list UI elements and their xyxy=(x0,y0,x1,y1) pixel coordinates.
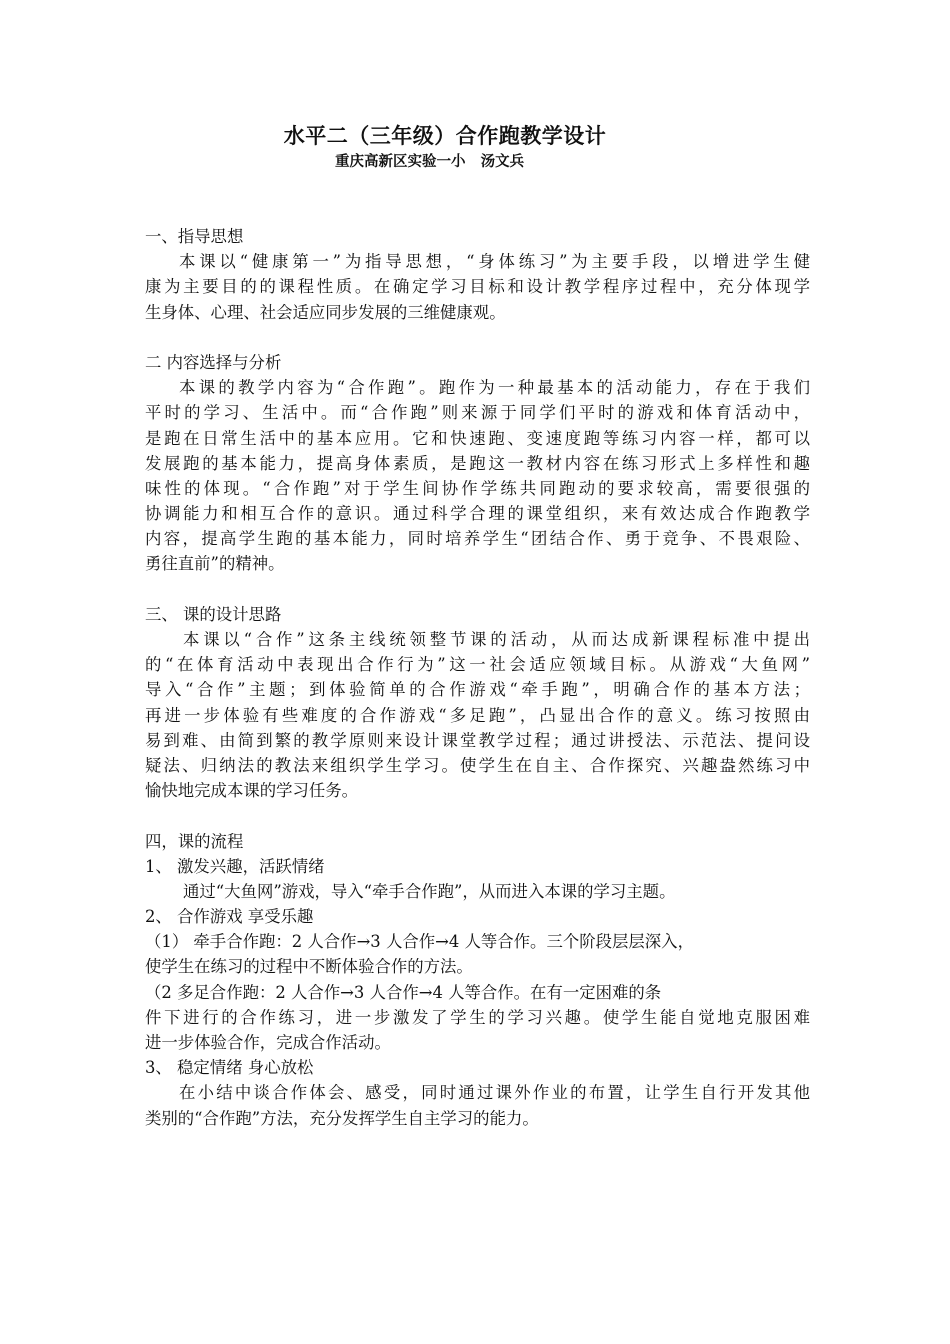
document-body xyxy=(145,224,810,1131)
paragraph-line: 本课的教学内容为“合作跑”。跑作为一种最基本的活动能力，存在于我们 xyxy=(179,378,810,398)
document-author: 重庆高新区实验一小 汤文兵 xyxy=(335,154,525,170)
paragraph-line: 勇往直前”的精神。 xyxy=(145,554,285,574)
paragraph-line: 内容，提高学生跑的基本能力，同时培养学生“团结合作、勇于竞争、不畏艰险、 xyxy=(145,529,810,549)
paragraph-line: 通过“大鱼网”游戏，导入“牵手合作跑”，从而进入本课的学习主题。 xyxy=(183,881,676,901)
section-heading: 一、指导思想 xyxy=(145,227,244,246)
paragraph-line: 再进一步体验有些难度的合作游戏“多足跑”，凸显出合作的意义。练习按照由 xyxy=(145,705,810,725)
paragraph-line: 进一步体验合作，完成合作活动。 xyxy=(145,1033,391,1052)
paragraph-line: 使学生在练习的过程中不断体验合作的方法。 xyxy=(145,957,473,977)
document-title: 水平二（三年级）合作跑教学设计 xyxy=(283,124,607,148)
paragraph-line: 本课以“健康第一”为指导思想，“身体练习”为主要手段，以增进学生健 xyxy=(179,252,810,272)
paragraph-line: 康为主要目的的课程性质。在确定学习目标和设计教学程序过程中，充分体现学 xyxy=(145,277,810,297)
paragraph-line: 本课以“合作”这条主线统领整节课的活动，从而达成新课程标准中提出 xyxy=(183,630,810,649)
paragraph-line: 类别的“合作跑”方法，充分发挥学生自主学习的能力。 xyxy=(145,1108,539,1128)
paragraph-line: 是跑在日常生活中的基本应用。它和快速跑、变速度跑等练习内容一样，都可以 xyxy=(145,428,810,448)
paragraph-gap xyxy=(145,803,810,828)
paragraph-line: 导入“合作”主题；到体验简单的合作游戏“牵手跑”，明确合作的基本方法； xyxy=(145,680,810,700)
section-heading: 二 内容选择与分析 xyxy=(145,352,282,372)
paragraph-line: 生身体、心理、社会适应同步发展的三维健康观。 xyxy=(145,302,506,322)
paragraph-gap xyxy=(145,577,810,602)
section-heading: 四，课的流程 xyxy=(145,831,244,851)
paragraph-line: （2 多足合作跑：2 人合作→3 人合作→4 人等合作。在有一定困难的条 xyxy=(145,982,662,1002)
paragraph-line: 味性的体现。“合作跑”对于学生间协作学练共同跑动的要求较高，需要很强的 xyxy=(145,478,810,498)
paragraph-gap xyxy=(145,325,810,350)
paragraph-line: 发展跑的基本能力，提高身体素质，是跑这一教材内容在练习形式上多样性和趣 xyxy=(145,453,810,473)
paragraph-line: 件下进行的合作练习，进一步激发了学生的学习兴趣。使学生能自觉地克服困难 xyxy=(145,1007,810,1027)
section-heading: 三、 课的设计思路 xyxy=(145,604,282,624)
paragraph-line: 易到难、由简到繁的教学原则来设计课堂教学过程；通过讲授法、示范法、提问设 xyxy=(145,730,810,750)
paragraph-line: 在小结中谈合作体会、感受，同时通过课外作业的布置，让学生自行开发其他 xyxy=(179,1083,810,1103)
paragraph-line: 愉快地完成本课的学习任务。 xyxy=(145,781,359,801)
list-item-heading: 2、 合作游戏 享受乐趣 xyxy=(145,907,314,927)
paragraph-line: （1） 牵手合作跑：2 人合作→3 人合作→4 人等合作。三个阶段层层深入， xyxy=(145,932,694,952)
list-item-heading: 1、 激发兴趣，活跃情绪 xyxy=(145,856,325,876)
paragraph-line: 平时的学习、生活中。而“合作跑”则来源于同学们平时的游戏和体育活动中， xyxy=(145,403,810,423)
paragraph-line: 协调能力和相互合作的意识。通过科学合理的课堂组织，来有效达成合作跑教学 xyxy=(145,504,810,524)
paragraph-line: 疑法、归纳法的教法来组织学生学习。使学生在自主、合作探究、兴趣盎然练习中 xyxy=(145,755,810,775)
paragraph-line: 的“在体育活动中表现出合作行为”这一社会适应领域目标。从游戏“大鱼网” xyxy=(145,655,810,675)
list-item-heading: 3、 稳定情绪 身心放松 xyxy=(145,1058,314,1078)
